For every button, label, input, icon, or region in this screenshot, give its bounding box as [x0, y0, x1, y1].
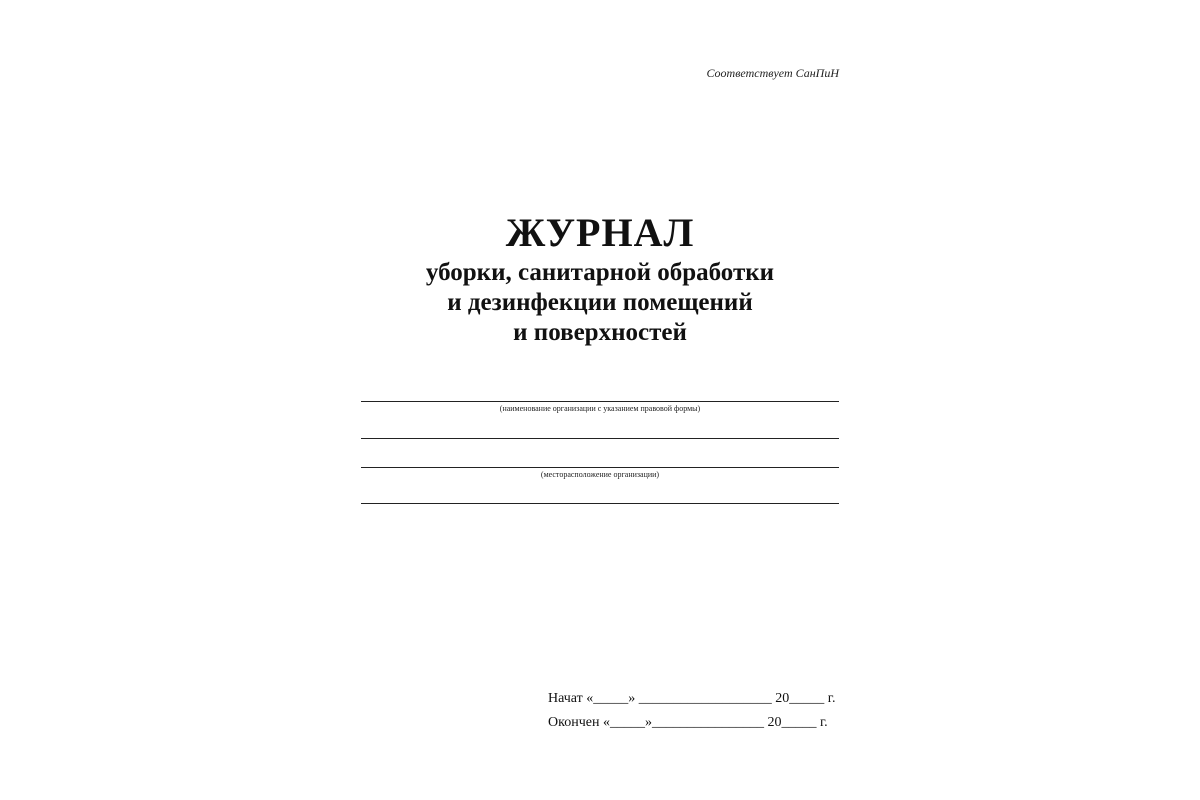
org-name-line[interactable]	[361, 401, 839, 402]
org-name-caption: (наименование организации с указанием правовой формы)	[499, 404, 701, 413]
org-location-line-2[interactable]	[361, 503, 839, 504]
journal-subtitle-line-3: и поверхностей	[513, 319, 687, 346]
org-name-line-2[interactable]	[361, 438, 839, 439]
journal-title: ЖУРНАЛ	[505, 210, 695, 255]
started-date-row: Начат «_____» ___________________ 20_____ г.	[548, 691, 836, 706]
journal-subtitle-line-1: уборки, санитарной обработки	[425, 259, 775, 286]
finished-date-row: Окончен «_____»________________ 20_____ г.	[548, 715, 828, 730]
journal-title-block	[300, 208, 900, 348]
sanpin-compliance-note: Соответствует СанПиН	[706, 66, 839, 80]
org-location-line[interactable]	[361, 467, 839, 468]
org-location-caption: (месторасположение организации)	[540, 470, 660, 479]
journal-subtitle-line-2: и дезинфекции помещений	[447, 289, 753, 316]
